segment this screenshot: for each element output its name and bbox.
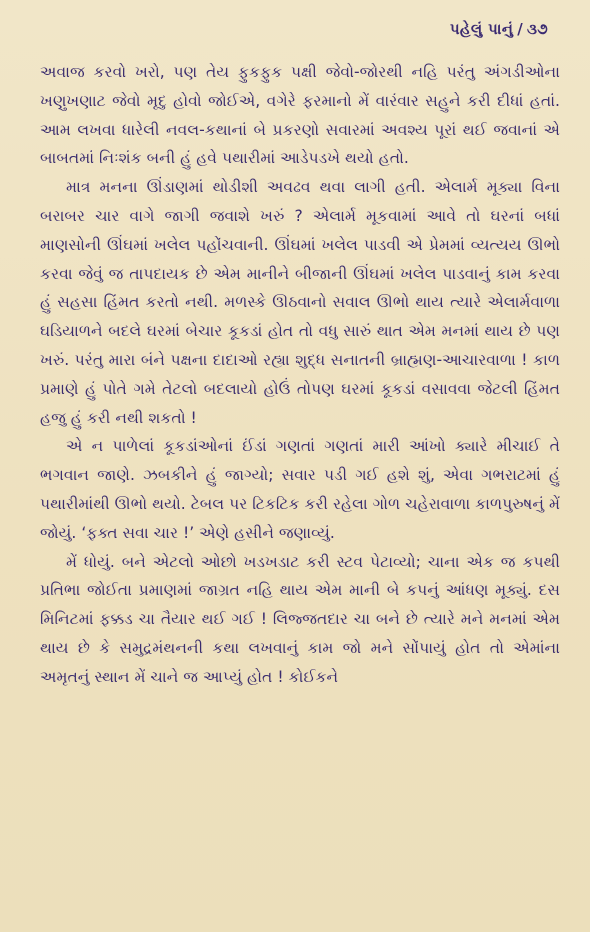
paragraph-4: મેં ધોયું. બને એટલો ઓછો ખડખડાટ કરી સ્ટવ પેટાવ્યો; ચાના એક જ કપથી પ્રતિભા જોઈતા પ્રમાણમાં જાગ્રત નહિ થાય એમ માની બે કપનું આંધણ મૂક્યું. દસ મિનિટમાં ફક્કડ ચા તૈયાર થઈ ગઈ ! લિજ્જતદાર ચા બને છે ત્યારે મને મનમાં એમ થાય છે કે સમુદ્રમંથનની કથા લખવાનું કામ જો મને સોંપાયું હોત તો એમાંના અમૃતનું સ્થાન મેં ચાને જ આપ્યું હોત ! કોઈકને: [40, 552, 560, 686]
paragraph-2: માત્ર મનના ઊંડાણમાં થોડીશી અવઢવ થવા લાગી હતી. એલાર્મ મૂક્યા વિના બરાબર ચાર વાગે જાગી જવાશે ખરું ? એલાર્મ મૂકવામાં આવે તો ઘરનાં બધાં માણસોની ઊંઘમાં ખલેલ પહોંચવાની. ઊંઘમાં ખલેલ પાડવી એ પ્રેમમાં વ્યત્યય ઊભો કરવા જેવું જ તાપદાયક છે એમ માનીને બીજાની ઊંઘમાં ખલેલ પાડવાનું કામ કરવા હું સહસા હિંમત કરતો નથી. મળસ્કે ઊઠવાનો સવાલ ઊભો થાય ત્યારે એલાર્મવાળા ઘડિયાળને બદલે ઘરમાં બેચાર કૂકડાં હોત તો વધુ સારું થાત એમ મનમાં થાય છે પણ ખરું. પરંતુ મારા બંને પક્ષના દાદાઓ રહ્યા શુદ્ધ સનાતની બ્રાહ્મણ-આચારવાળા ! કાળ પ્રમાણે હું પોતે ગમે તેટલો બદલાયો હોઉં તોપણ ઘરમાં કૂકડાં વસાવવા જેટલી હિંમત હજુ હું કરી નથી શકતો !: [40, 178, 560, 427]
running-header: [450, 20, 548, 38]
chapter-title: પહેલું પાનું: [449, 20, 514, 38]
paragraph-1: અવાજ કરવો ખરો, પણ તેય ફુકફુક પક્ષી જેવો-જોરથી નહિ પરંતુ અંગડીઓના ખણુખણાટ જેવો મૃદુ હોવો જોઈએ, વગેરે ફરમાનો મેં વારંવાર સહુને કરી દીધાં હતાં. આમ લખવા ધારેલી નવલ-કથાનાં બે પ્રકરણો સવારમાં અવશ્ય પૂરાં થઈ જવાનાં એ બાબતમાં નિઃશંક બની હું હવે પથારીમાં આડેપડખે થયો હતો.: [40, 63, 560, 168]
header-separator: /: [517, 20, 523, 38]
page-number: ૩૭: [526, 20, 548, 38]
body-text: [40, 58, 560, 692]
paragraph-3: એ ન પાળેલાં કૂકડાંઓનાં ઈંડાં ગણતાં ગણતાં મારી આંખો ક્યારે મીચાઈ તે ભગવાન જાણે. ઝબકીને હું જાગ્યો; સવાર પડી ગઈ હશે શું, એવા ગભરાટમાં હું પથારીમાંથી ઊભો થયો. ટેબલ પર ટિકટિક કરી રહેલા ગોળ ચહેરાવાળા કાળપુરુષનું મેં જોયું. ‘ફક્ત સવા ચાર !’ એણે હસીને જણાવ્યું.: [40, 437, 560, 542]
